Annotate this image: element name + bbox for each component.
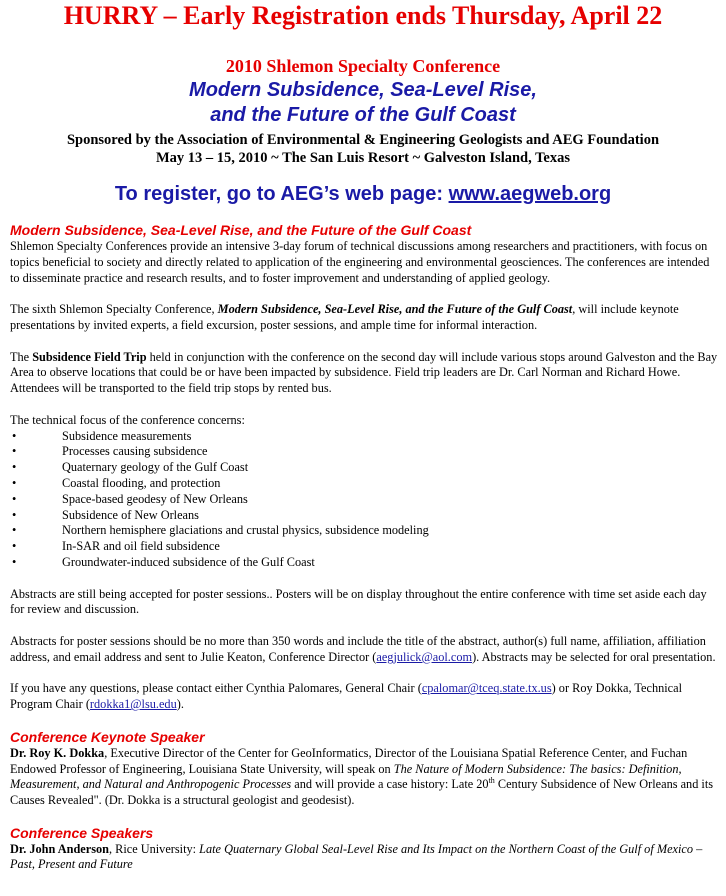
dates-location-line: May 13 – 15, 2010 ~ The San Luis Resort ~ Galveston Island, Texas xyxy=(155,150,571,166)
conference-title-line1: Modern Subsidence, Sea-Level Rise, xyxy=(189,79,537,101)
speaker-entry xyxy=(10,842,718,874)
field-trip-name: Subsidence Field Trip xyxy=(32,349,147,364)
focus-list-item xyxy=(10,555,718,571)
bullet-icon: • xyxy=(12,475,17,490)
keynote-paragraph xyxy=(10,746,718,809)
contact-paragraph xyxy=(10,681,718,713)
field-trip-paragraph xyxy=(10,350,718,397)
text-run: The xyxy=(10,349,33,364)
text-run: ). xyxy=(176,697,184,712)
superscript: th xyxy=(488,776,495,786)
register-text: To register, go to AEG’s web page: xyxy=(114,183,449,205)
program-chair-email-link[interactable]: rdokka1@lsu.edu xyxy=(89,697,177,712)
bullet-icon: • xyxy=(12,460,17,475)
text-run: , Executive Director of the Center for GeoInformatics, Director of the Louisiana Spatial Reference Center, and Fuchan Endowed Professor of Engineering, Louisiana State University, will speak on xyxy=(10,745,688,776)
text-run: , will include keynote presentations by invited experts, a field excursion, poster sessions, and ample time for informal interaction. xyxy=(10,302,679,332)
conference-title-line2: and the Future of the Gulf Coast xyxy=(210,104,516,126)
text-run: ). Abstracts may be selected for oral presentation. xyxy=(472,649,716,664)
focus-item-label: Subsidence measurements xyxy=(62,428,192,443)
focus-item-label: Coastal flooding, and protection xyxy=(62,475,221,490)
keynote-talk-title: The Nature of Modern Subsidence: The basics: Definition, Measurement, and Natural and Anthropogenic Processes xyxy=(10,761,682,792)
bullet-icon: • xyxy=(12,507,17,522)
text-run: held in conjunction with the conference on the second day will include various stops around Galveston and the Bay Area to observe locations that could be or have been impacted by subsidence. Field trip leaders are Dr. Carl Norman and Richard Howe. Attendees will be transported to the field trip stops by rented bus. xyxy=(10,349,718,396)
focus-list-item xyxy=(10,444,718,460)
keynote-name: Dr. Roy K. Dokka xyxy=(10,745,105,760)
conference-paragraph xyxy=(10,302,718,334)
text-run: ) or Roy Dokka, Technical Program Chair ( xyxy=(10,681,683,712)
focus-list-item xyxy=(10,523,718,539)
general-chair-email-link[interactable]: cpalomar@tceq.state.tx.us xyxy=(421,681,552,696)
bullet-icon: • xyxy=(12,539,17,554)
abstracts-paragraph: Abstracts are still being accepted for poster sessions.. Posters will be on display throughout the entire conference with time set aside each day for review and discussion. xyxy=(10,586,707,617)
focus-item-label: Quaternary geology of the Gulf Coast xyxy=(62,460,249,475)
conference-name: 2010 Shlemon Specialty Conference xyxy=(225,56,501,76)
focus-item-label: Space-based geodesy of New Orleans xyxy=(62,491,248,506)
bullet-icon: • xyxy=(12,491,17,506)
speaker-name: Dr. John Anderson xyxy=(10,841,109,856)
focus-item-label: Processes causing subsidence xyxy=(62,444,208,459)
speakers-heading: Conference Speakers xyxy=(10,824,154,841)
aegweb-link[interactable]: www.aegweb.org xyxy=(448,183,612,205)
bullet-icon: • xyxy=(12,444,17,459)
focus-list xyxy=(10,429,718,571)
focus-list-item xyxy=(10,492,718,508)
focus-item-label: In-SAR and oil field subsidence xyxy=(62,539,220,554)
italic-title: Modern Subsidence, Sea-Level Rise, and the Future of the Gulf Coast xyxy=(217,302,573,317)
focus-item-label: Groundwater-induced subsidence of the Gulf Coast xyxy=(62,554,315,569)
text-run: Century Subsidence of New Orleans and its Causes Revealed". (Dr. Dokka is a structural geologist and geodesist). xyxy=(10,777,714,808)
focus-list-item xyxy=(10,476,718,492)
focus-list-item xyxy=(10,508,718,524)
text-run: If you have any questions, please contact either Cynthia Palomares, General Chair ( xyxy=(10,681,422,696)
bullet-icon: • xyxy=(12,428,17,443)
focus-item-label: Northern hemisphere glaciations and crustal physics, subsidence modeling xyxy=(62,523,429,538)
text-run: The sixth Shlemon Specialty Conference, xyxy=(10,302,218,317)
text-run: Abstracts for poster sessions should be no more than 350 words and include the title of the abstract, author(s) full name, affiliation, affiliation address, and email address and sent to Julie Keaton, Conference Director ( xyxy=(10,633,706,664)
focus-intro: The technical focus of the conference concerns: xyxy=(10,412,245,427)
speaker-talk-title: Late Quaternary Global Seal-Level Rise and Its Impact on the Northern Coast of the Gulf of Mexico – Past, Present and Future xyxy=(10,841,703,872)
focus-item-label: Subsidence of New Orleans xyxy=(62,507,199,522)
bullet-icon: • xyxy=(12,554,17,569)
main-content xyxy=(10,222,718,873)
speaker-affiliation: , Rice University: xyxy=(108,841,200,856)
register-line xyxy=(0,181,726,207)
registration-deadline-banner: HURRY – Early Registration ends Thursday, April 22 xyxy=(63,1,663,30)
focus-list-item xyxy=(10,539,718,555)
text-run: and will provide a case history: Late 20 xyxy=(291,777,489,792)
sponsor-line: Sponsored by the Association of Environmental & Engineering Geologists and AEG Foundation xyxy=(66,132,660,148)
intro-paragraph: Shlemon Specialty Conferences provide an intensive 3-day forum of technical discussions among researchers and practitioners, with focus on topics beneficial to society and directly related to application of the engineering and environmental geosciences. The conferences are intended to disseminate practice and research results, and to foster improvement and understanding of applied geology. xyxy=(10,239,710,285)
section-heading: Modern Subsidence, Sea-Level Rise, and the Future of the Gulf Coast xyxy=(10,222,472,238)
submission-paragraph xyxy=(10,634,718,666)
bullet-icon: • xyxy=(12,523,17,538)
director-email-link[interactable]: aegjulick@aol.com xyxy=(376,649,473,664)
focus-list-item xyxy=(10,460,718,476)
focus-list-item xyxy=(10,429,718,445)
keynote-heading: Conference Keynote Speaker xyxy=(10,728,205,745)
